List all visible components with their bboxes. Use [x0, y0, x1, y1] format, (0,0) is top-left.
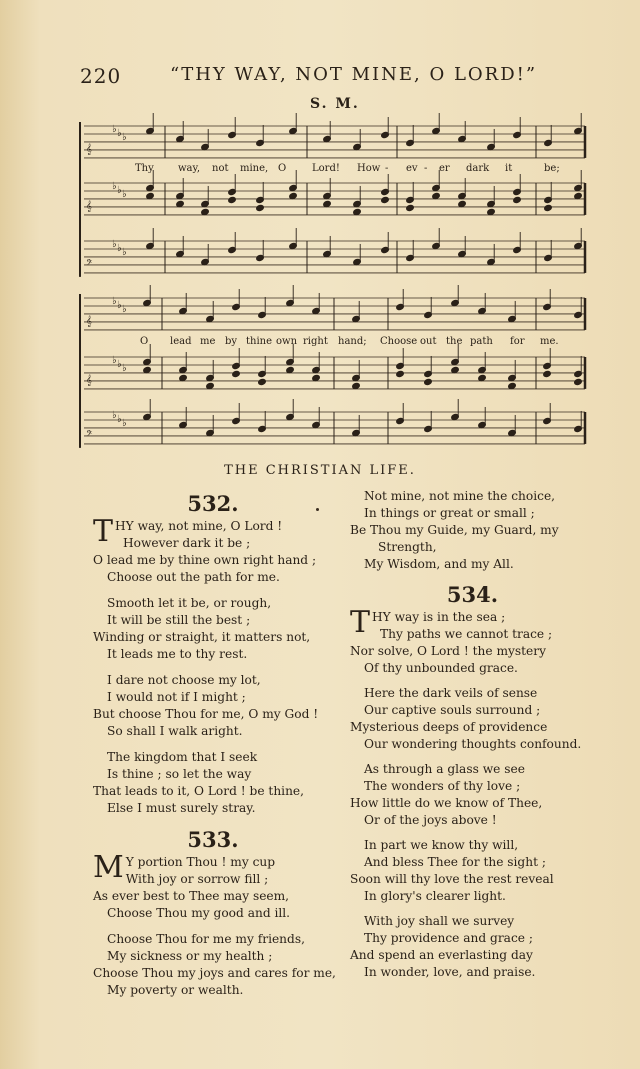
verse-line: Be Thou my Guide, my Guard, my: [350, 523, 559, 537]
verse-line: I dare not choose my lot,: [107, 673, 261, 687]
hymn-534-stanza-4: [350, 837, 595, 905]
lyric: own: [276, 336, 298, 347]
lyric: for: [510, 336, 525, 347]
treble-clef-icon: 𝄞: [86, 375, 92, 386]
verse-line: I would not if I might ;: [107, 690, 246, 704]
verse-line: Our captive souls surround ;: [364, 703, 541, 717]
flat-icon: ♭: [112, 410, 117, 421]
verse-line: And spend an everlasting day: [350, 948, 533, 962]
lyric: O: [278, 163, 287, 174]
verse-line: Here the dark veils of sense: [364, 686, 538, 700]
clefs: [86, 124, 127, 441]
hymn-number-533: 533.: [187, 827, 239, 852]
note-head: [432, 192, 441, 199]
note-head: [544, 204, 553, 211]
note-head: [256, 204, 265, 211]
verse-line: Thy providence and grace ;: [364, 931, 533, 945]
hymn-532-stanza-3: [93, 672, 333, 740]
section-heading: THE CHRISTIAN LIFE.: [224, 463, 416, 478]
lyric: er: [439, 163, 450, 174]
note-head: [352, 382, 361, 389]
verse-line: My sickness or my health ;: [107, 949, 273, 963]
treble-clef-icon: 𝄞: [86, 316, 92, 327]
note-head: [258, 378, 267, 385]
music-score: [0, 0, 640, 450]
verse-line: Choose Thou my joys and cares for me,: [93, 966, 336, 980]
flat-icon: ♭: [117, 359, 122, 370]
note-head: [478, 374, 487, 381]
verse-line: Else I must surely stray.: [107, 801, 256, 815]
hymn-532-stanza-1: [93, 514, 333, 586]
hymn-534-stanza-5: [350, 913, 595, 981]
verse-line: As through a glass we see: [364, 762, 525, 776]
lyric: -: [424, 163, 428, 174]
lyric: Choose: [380, 336, 418, 347]
lyric: it: [505, 163, 513, 174]
verse-line: Mysterious deeps of providence: [350, 720, 548, 734]
hymn-534-stanza-3: [350, 761, 595, 829]
lyric: mine,: [240, 163, 269, 174]
note-head: [179, 374, 188, 381]
lyric: me.: [540, 336, 559, 347]
verse-line: It will be still the best ;: [107, 613, 251, 627]
flat-icon: ♭: [122, 247, 127, 258]
note-head: [424, 378, 433, 385]
note-head: [406, 204, 415, 211]
flat-icon: ♭: [112, 181, 117, 192]
lyric: out: [420, 336, 437, 347]
verse-line: Strength,: [378, 540, 437, 554]
drop-cap: T: [350, 605, 371, 640]
verse-line: The kingdom that I seek: [107, 750, 258, 764]
note-head: [513, 196, 522, 203]
meter-label: S. M.: [310, 96, 360, 112]
verse-line: My Wisdom, and my All.: [364, 557, 514, 571]
verse-line: With joy or sorrow fill ;: [125, 872, 269, 886]
note-head: [206, 382, 215, 389]
verse-line: Not mine, not mine the choice,: [364, 489, 556, 503]
note-head: [458, 200, 467, 207]
verse-line: Nor solve, O Lord ! the mystery: [350, 644, 546, 658]
verse-line: The wonders of thy love ;: [364, 779, 521, 793]
lyric: me: [200, 336, 216, 347]
verse-line: That leads to it, O Lord ! be thine,: [93, 784, 305, 798]
verse-line: However dark it be ;: [123, 536, 251, 550]
treble-clef-icon: 𝄞: [86, 144, 92, 155]
verse-line: In part we know thy will,: [364, 838, 519, 852]
flat-icon: ♭: [122, 418, 127, 429]
note-head: [543, 370, 552, 377]
flat-icon: ♭: [122, 189, 127, 200]
verse-line: My poverty or wealth.: [107, 983, 244, 997]
note-head: [176, 200, 185, 207]
note-head: [396, 370, 405, 377]
note-head: [286, 366, 295, 373]
note-head: [289, 192, 298, 199]
notes: [143, 113, 583, 437]
left-column: [93, 490, 336, 1008]
verse-line: Our wondering thoughts confound.: [364, 737, 582, 751]
flat-icon: ♭: [112, 355, 117, 366]
verse-line: In glory's clearer light.: [364, 889, 506, 903]
lyric: Lord!: [312, 163, 340, 174]
lyric: way,: [178, 163, 201, 174]
lyric: lead: [170, 336, 192, 347]
flat-icon: ♭: [117, 300, 122, 311]
verse-line: Thy paths we cannot trace ;: [380, 627, 553, 641]
hymn-532-stanza-5: [350, 488, 595, 573]
page-title: “THY WAY, NOT MINE, O LORD!”: [170, 64, 538, 85]
flat-icon: ♭: [117, 243, 122, 254]
flat-icon: ♭: [117, 414, 122, 425]
note-head: [381, 196, 390, 203]
verse-line: With joy shall we survey: [364, 914, 515, 928]
verse-line: HY way, not mine, O Lord !: [115, 519, 283, 533]
lyrics-system-1: [135, 163, 560, 174]
hymn-532-stanza-2: [93, 595, 333, 663]
verse-line: In things or great or small ;: [364, 506, 535, 520]
flat-icon: ♭: [117, 128, 122, 139]
drop-cap: M: [93, 850, 124, 885]
flat-icon: ♭: [112, 239, 117, 250]
verse-line: So shall I walk aright.: [107, 724, 243, 738]
lyric: dark: [466, 163, 490, 174]
lyric: by: [225, 336, 238, 347]
verse-line: Y portion Thou ! my cup: [125, 855, 276, 869]
flat-icon: ♭: [122, 304, 127, 315]
page-number: 220: [80, 64, 122, 88]
hymn-533-stanza-1: [93, 850, 333, 922]
lyric: path: [470, 336, 493, 347]
lyric: O: [140, 336, 149, 347]
lyric: the: [446, 336, 463, 347]
hymn-534-stanza-2: [350, 685, 595, 753]
drop-cap: T: [93, 514, 114, 549]
lyric: be;: [544, 163, 560, 174]
right-column: [350, 488, 595, 989]
verse-line: In wonder, love, and praise.: [364, 965, 536, 979]
note-head: [146, 192, 155, 199]
lyric: right: [303, 336, 328, 347]
verse-line: Winding or straight, it matters not,: [93, 630, 311, 644]
verse-line: Choose out the path for me.: [107, 570, 280, 584]
note-head: [312, 374, 321, 381]
flat-icon: ♭: [122, 363, 127, 374]
note-head: [574, 192, 583, 199]
hymn-532-stanza-4: [93, 749, 333, 817]
note-head: [228, 196, 237, 203]
verse-line: But choose Thou for me, O my God !: [93, 707, 319, 721]
lyric: hand;: [338, 336, 367, 347]
verse-line: Choose Thou for me my friends,: [107, 932, 305, 946]
flat-icon: ♭: [112, 296, 117, 307]
verse-line: As ever best to Thee may seem,: [93, 889, 290, 903]
lyric: not: [212, 163, 229, 174]
hymn-number-534: 534.: [446, 582, 499, 607]
bass-clef-icon: 𝄢: [86, 259, 93, 270]
verse-line: Or of the joys above !: [364, 813, 497, 827]
verse-line: It leads me to thy rest.: [107, 647, 248, 661]
note-head: [451, 366, 460, 373]
note-head: [143, 366, 152, 373]
lyric: -: [385, 163, 389, 174]
verse-line: And bless Thee for the sight ;: [364, 855, 546, 869]
lyric: Thy: [135, 163, 154, 174]
treble-clef-icon: 𝄞: [86, 201, 92, 212]
lyric: thine: [246, 336, 273, 347]
lyrics-system-2: [140, 336, 559, 347]
hymn-533-stanza-2: [93, 931, 336, 999]
verse-line: How little do we know of Thee,: [350, 796, 543, 810]
verse-line: Of thy unbounded grace.: [364, 661, 518, 675]
note-head: [232, 370, 241, 377]
hymn-534-stanza-1: [350, 605, 595, 677]
note-head: [323, 200, 332, 207]
verse-line: O lead me by thine own right hand ;: [93, 553, 317, 567]
lyric: How: [357, 163, 381, 174]
note-head: [487, 208, 496, 215]
flat-icon: ♭: [122, 132, 127, 143]
note-head: [574, 378, 583, 385]
note-head: [201, 208, 210, 215]
verse-line: Smooth let it be, or rough,: [107, 596, 272, 610]
lyric: ev: [406, 163, 418, 174]
hymn-number-532: 532.: [187, 491, 239, 516]
note-head: [353, 208, 362, 215]
flat-icon: ♭: [112, 124, 117, 135]
verse-line: HY way is in the sea ;: [372, 610, 506, 624]
verse-line: Choose Thou my good and ill.: [107, 906, 291, 920]
note-head: [508, 382, 517, 389]
bass-clef-icon: 𝄢: [86, 430, 93, 441]
verse-line: Soon will thy love the rest reveal: [350, 872, 554, 886]
verse-line: Is thine ; so let the way: [107, 767, 252, 781]
flat-icon: ♭: [117, 185, 122, 196]
